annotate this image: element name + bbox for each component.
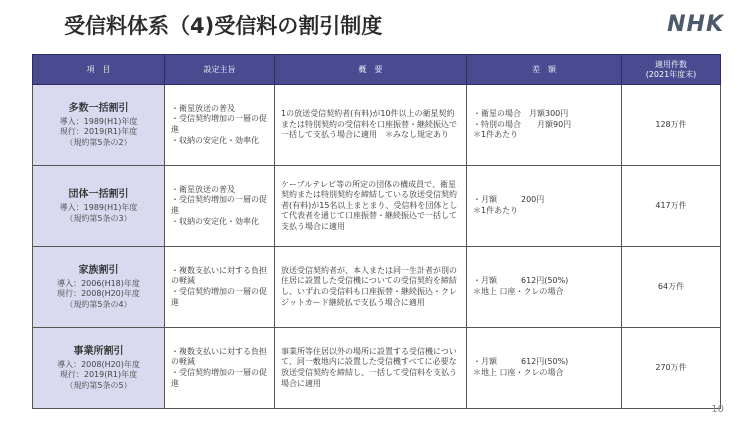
diff-cell (467, 166, 622, 247)
item-name: 家族割引 (78, 264, 119, 276)
diff-line: ＊地上 口座・クレの場合 (473, 368, 564, 377)
diff-cell (467, 328, 622, 409)
count-cell: 417万件 (622, 166, 721, 247)
header-count (622, 55, 721, 85)
diff-line: ・月額 200円 (473, 195, 545, 205)
diff-line: ＊地上 口座・クレの場合 (473, 287, 564, 296)
diff-cell (467, 85, 622, 166)
overview-cell: 事業所等住居以外の場所に設置する受信機について、同一敷地内に設置した受信機すべてに必要な放送受信契約を締結し、一括して受信料を支払う場合に適用 (275, 328, 467, 409)
purpose-line: ・受信契約増加の一層の促進 (171, 195, 267, 215)
diff-line: ・衛星の場合 月額300円 (473, 109, 569, 119)
nhk-logo: NHK (667, 12, 724, 37)
item-line: （規約第5条の5） (65, 380, 132, 390)
overview-cell: ケーブルテレビ等の所定の団体の構成員で、衛星契約または特別契約を締結している放送受信契約者(有料)が15名以上まとまり、受信料を団体として代表者を通じて口座振替・継続振込で一括して支払う場合に適用 (275, 166, 467, 247)
table-row (33, 328, 721, 409)
purpose-line: ・衛星放送の普及 (171, 184, 235, 194)
item-line: （規約第5条の4） (65, 299, 132, 309)
count-cell: 270万件 (622, 328, 721, 409)
item-cell (33, 85, 165, 166)
header-diff: 差 額 (467, 55, 622, 85)
purpose-line: ・複数支払いに対する負担の軽減 (171, 265, 267, 286)
diff-line: ・特別の場合 月額90円 (473, 119, 572, 129)
item-name: 事業所割引 (73, 345, 124, 357)
item-line: 現行：2019(R1)年度 (59, 127, 138, 137)
header-count-line2: (2021年度末) (645, 69, 697, 79)
purpose-cell (165, 247, 275, 328)
overview-cell: 1の放送受信契約者(有料)が10件以上の衛星契約または特別契約の受信料を口座振替・継続振込で一括して支払う場合に適用 ＊みなし規定あり (275, 85, 467, 166)
page-number: 10 (711, 404, 724, 415)
item-line: 導入：1989(H1)年度 (59, 116, 138, 126)
item-cell (33, 328, 165, 409)
item-line: 導入：2008(H20)年度 (57, 359, 140, 369)
diff-cell (467, 247, 622, 328)
header-overview: 概 要 (275, 55, 467, 85)
table-header-row (33, 55, 721, 85)
item-cell (33, 166, 165, 247)
diff-line: ＊1件あたり (473, 206, 519, 215)
count-cell: 128万件 (622, 85, 721, 166)
item-name: 多数一括割引 (68, 102, 129, 114)
purpose-line: ・受信契約増加の一層の促進 (171, 287, 267, 307)
purpose-line: ・複数支払いに対する負担の軽減 (171, 346, 267, 367)
item-line: 現行：2019(R1)年度 (59, 370, 138, 380)
diff-line: ・月額 612円(50%) (473, 276, 569, 286)
item-line: （規約第5条の3） (65, 213, 132, 223)
item-name: 団体一括割引 (68, 188, 129, 200)
purpose-cell (165, 328, 275, 409)
header-item: 項 目 (33, 55, 165, 85)
purpose-line: ・受信契約増加の一層の促進 (171, 114, 267, 134)
purpose-line: ・収納の安定化・効率化 (171, 216, 259, 226)
item-cell (33, 247, 165, 328)
header-count-line1: 適用件数 (655, 59, 687, 69)
diff-line: ＊1件あたり (473, 130, 519, 140)
purpose-line: ・衛星放送の普及 (171, 103, 235, 113)
purpose-cell (165, 166, 275, 247)
item-line: 現行：2008(H20)年度 (57, 289, 140, 299)
discount-table (32, 54, 721, 409)
diff-line: ・月額 612円(50%) (473, 357, 569, 367)
item-line: （規約第5条の2） (65, 137, 132, 147)
count-cell: 64万件 (622, 247, 721, 328)
purpose-cell (165, 85, 275, 166)
overview-cell: 放送受信契約者が、本人または同一生計者が別の住居に設置した受信機についての受信契約を締結し、いずれの受信料も口座振替・継続振込・クレジットカード継続払で支払う場合に適用 (275, 247, 467, 328)
table-row (33, 85, 721, 166)
table-row (33, 166, 721, 247)
purpose-line: ・収納の安定化・効率化 (171, 135, 259, 145)
item-line: 導入：1989(H1)年度 (59, 203, 138, 213)
header-purpose: 設定主旨 (165, 55, 275, 85)
item-line: 導入：2006(H18)年度 (57, 278, 140, 288)
table-row (33, 247, 721, 328)
page-title: 受信料体系（4)受信料の割引制度 (64, 14, 383, 38)
purpose-line: ・受信契約増加の一層の促進 (171, 368, 267, 388)
